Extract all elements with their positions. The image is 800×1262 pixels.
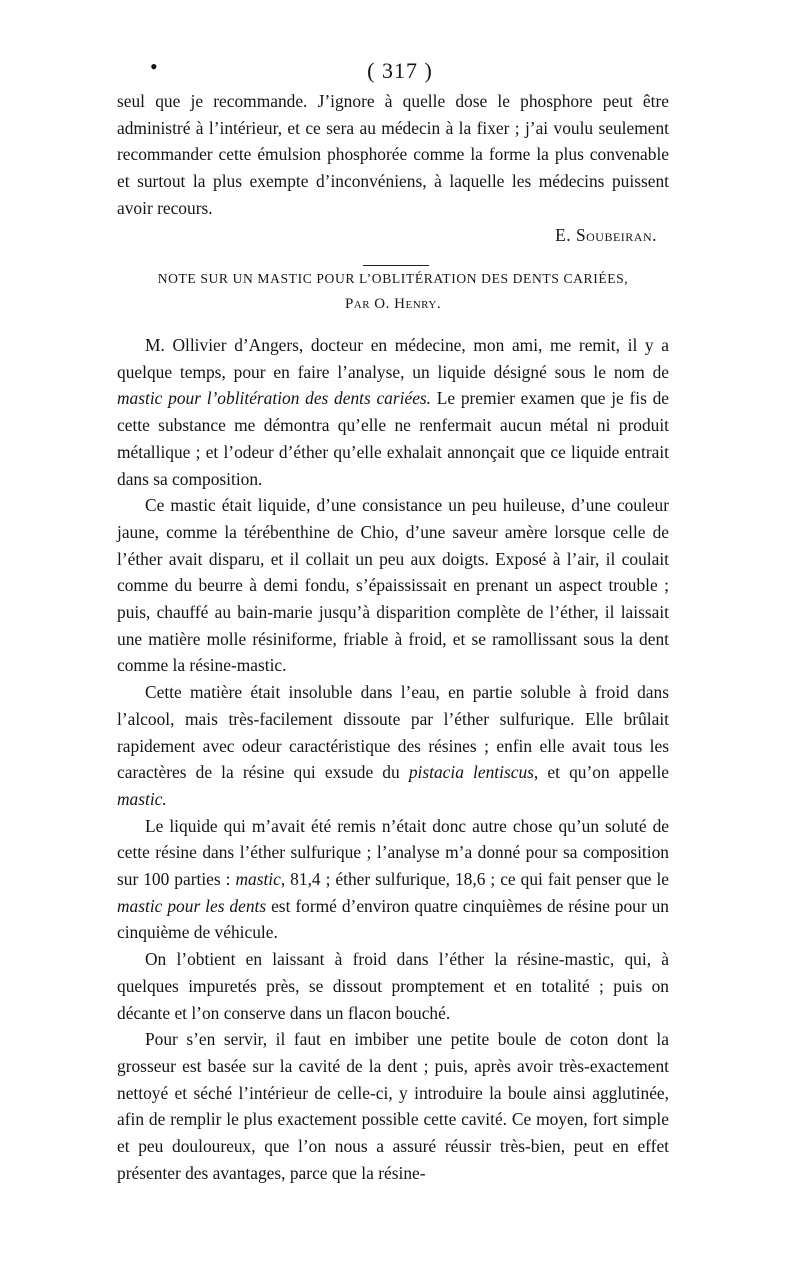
note-body [117,332,669,1187]
mastic-for-teeth-italic: mastic pour les dents [117,895,267,916]
page-marker: • [150,54,158,79]
previous-article-ending [117,88,669,248]
paragraph-1: M. Ollivier d’Angers, docteur en médecine, mon ami, me remit, il y a quelque temps, pour en faire l’analyse, un liquide désigné sous le nom de mastic pour l’oblitération des dents cariées. Le premier examen que je fis de cette substance me démontra qu’elle ne renfermait aucun métal ni produit métallique ; et l’odeur d’éther qu’elle exhalait annonçait que ce liquide entrait dans sa composition. [117,335,670,489]
mastic-name-italic: mastic pour l’oblitération des dents cariées. [117,388,432,409]
page-number: ( 317 ) [367,58,433,83]
mastic-italic-2: mastic [235,869,281,890]
paragraph-2: Ce mastic était liquide, d’une consistance un peu huileuse, d’une couleur jaune, comme la térébenthine de Chio, d’une saveur amère lorsque celle de l’éther avait disparu, et il collait un peu aux doigts. Exposé à l’air, il coulait comme du beurre à demi fondu, s’épaississait en prenant un aspect trouble ; puis, chauffé au bain-marie jusqu’à disparition complète de l’éther, il laissait une matière molle résiniforme, friable à froid, et se ramollissant sous la dent comme la résine-mastic. [117,495,669,676]
mastic-italic: mastic. [117,788,167,809]
note-title: NOTE SUR UN MASTIC POUR L’OBLITÉRATION DES DENTS CARIÉES, [157,271,629,286]
previous-article-paragraph: seul que je recommande. J’ignore à quelle dose le phosphore peut être administré à l’intérieur, et ce sera au médecin à la fixer ; j’ai voulu seulement recommander cette émulsion phosphorée comme la forme la plus convenable et surtout la plus exempte d’inconvéniens, à laquelle les médecins puissent avoir recours. E. Soubeiran. [117,88,669,248]
signature: E. Soubeiran. [555,224,657,245]
section-divider [363,265,429,266]
paragraph-3: Cette matière était insoluble dans l’eau, en partie soluble à froid dans l’alcool, mais très-facilement dissoute par l’éther sulfurique. Elle brûlait rapidement avec odeur caractéristique des résines ; enfin elle avait tous les caractères de la résine qui exsude du pistacia lentiscus, et qu’on appelle mastic. [117,682,669,809]
note-author: Par O. Henry. [344,296,442,312]
paragraph-4: Le liquide qui m’avait été remis n’était donc autre chose qu’un soluté de cette résine dans l’éther sulfurique ; l’analyse m’a donné pour sa composition sur 100 parties : mastic, 81,4 ; éther sulfurique, 18,6 ; ce qui fait penser que le mastic pour les dents est formé d’environ quatre cinquièmes de résine pour un cinquième de véhicule. [117,815,670,943]
paragraph-5: On l’obtient en laissant à froid dans l’éther la résine-mastic, qui, à quelques impuretés près, se dissout promptement et en totalité ; puis on décante et l’on conserve dans un flacon bouché. [117,949,669,1023]
paragraph-6: Pour s’en servir, il faut en imbiber une petite boule de coton dont la grosseur est basée sur la cavité de la dent ; puis, après avoir très-exactement nettoyé et séché l’intérieur de celle-ci, y introduire la boule ainsi agglutinée, afin de remplir le plus exactement possible cette cavité. Ce moyen, fort simple et peu douloureux, que l’on nous a assuré réussir très-bien, peut en effet présenter des avantages, parce que la résine- [117,1029,669,1183]
species-name-italic: pistacia lentiscus [408,762,534,783]
